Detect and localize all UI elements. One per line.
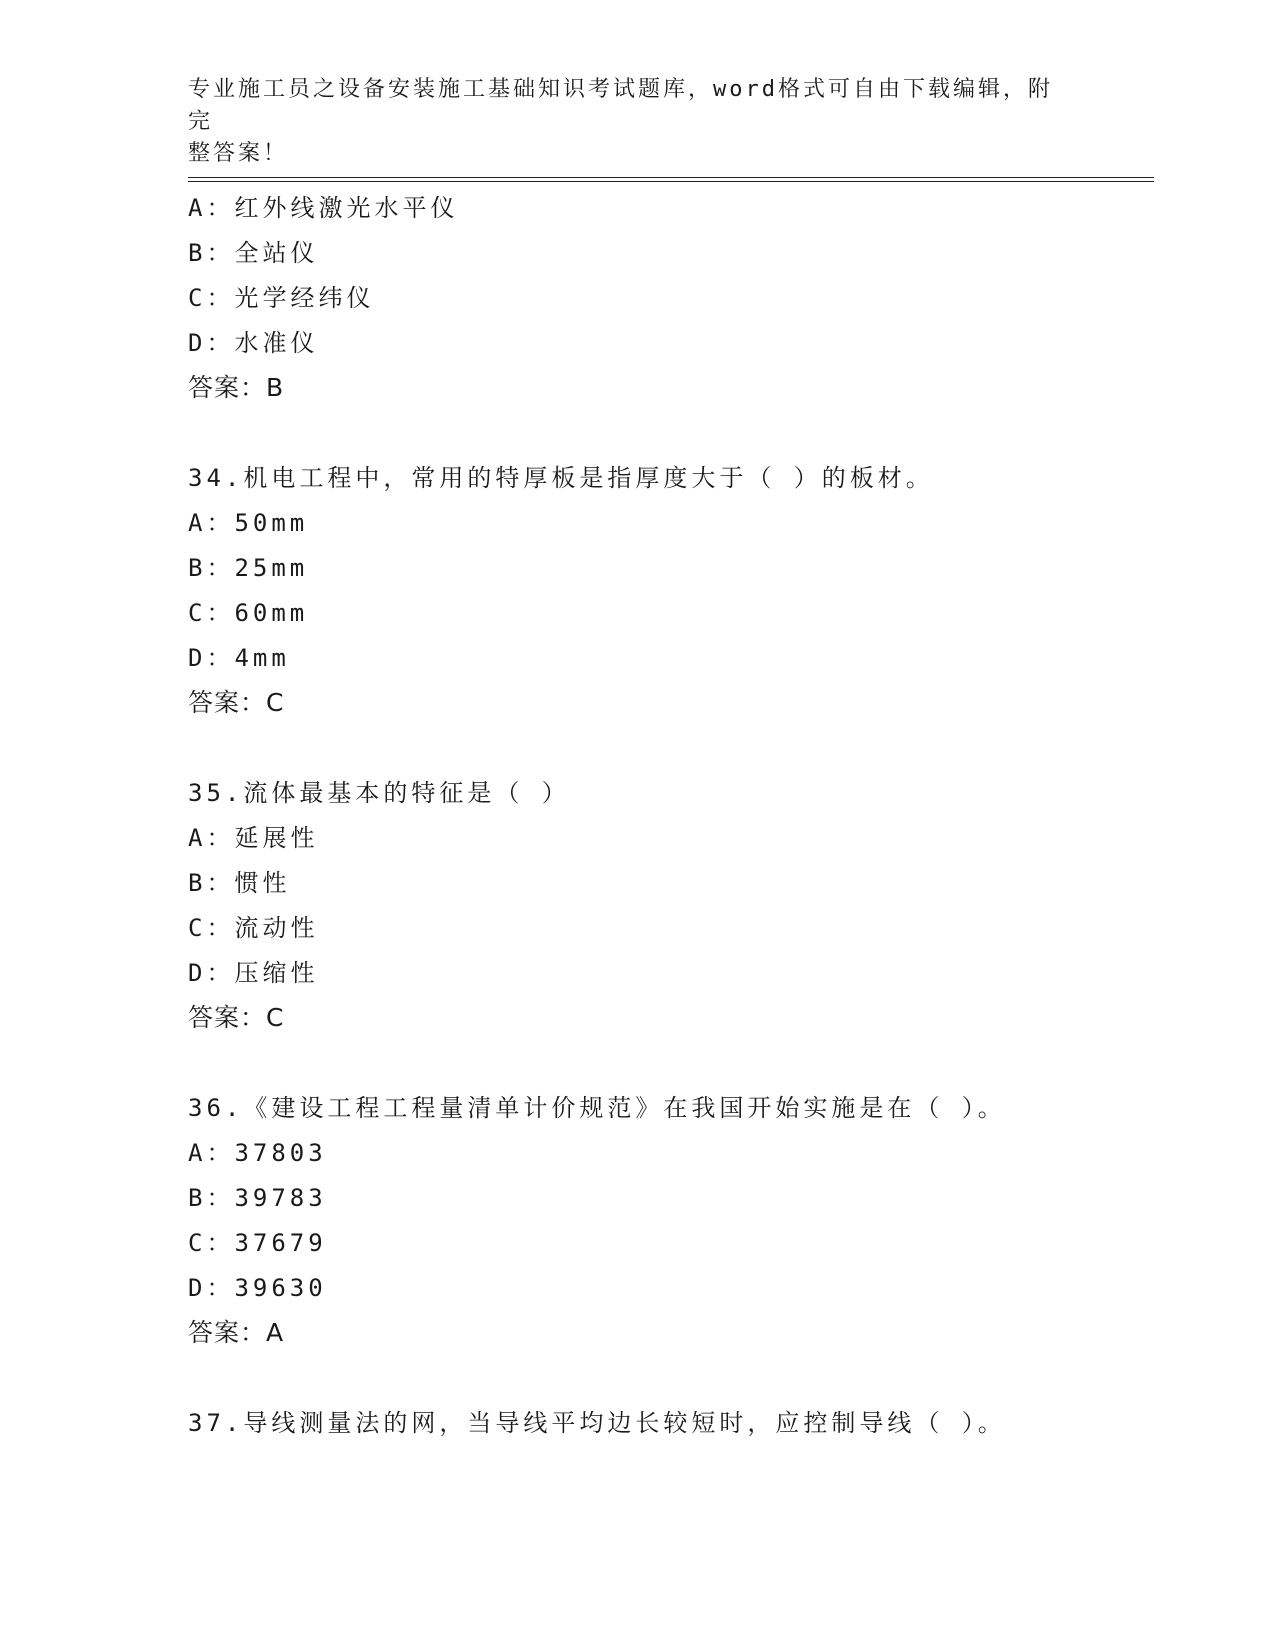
q33-option-a: A：红外线激光水平仪 — [188, 194, 459, 222]
header-divider-top — [188, 177, 1154, 178]
q36-option-a: A：37803 — [188, 1139, 327, 1167]
q34-question: 34.机电工程中，常用的特厚板是指厚度大于（ ）的板材。 — [188, 464, 934, 492]
q34-answer: 答案：C — [188, 688, 285, 717]
q34-option-a: A：50mm — [188, 509, 309, 537]
q35-option-d: D：压缩性 — [188, 959, 319, 987]
q33-answer: 答案：B — [188, 373, 285, 402]
q35-question: 35.流体最基本的特征是（ ） — [188, 779, 570, 807]
q33-option-d: D：水准仪 — [188, 329, 319, 357]
q33-option-c: C：光学经纬仪 — [188, 284, 375, 312]
q35-option-b: B：惯性 — [188, 869, 291, 897]
q33-option-b: B：全站仪 — [188, 239, 319, 267]
q36-option-b: B：39783 — [188, 1184, 327, 1212]
q36-option-d: D：39630 — [188, 1274, 327, 1302]
header-line-2: 整答案！ — [188, 141, 289, 166]
q36-option-c: C：37679 — [188, 1229, 327, 1257]
q35-option-a: A：延展性 — [188, 824, 319, 852]
header-line-1: 专业施工员之设备安装施工基础知识考试题库，word格式可自由下载编辑，附完 — [188, 77, 1053, 134]
q35-option-c: C：流动性 — [188, 914, 319, 942]
q36-answer: 答案：A — [188, 1318, 285, 1347]
q37-question: 37.导线测量法的网，当导线平均边长较短时，应控制导线（ ）。 — [188, 1409, 1006, 1437]
document-header — [188, 74, 1068, 170]
header-divider-bottom — [188, 181, 1154, 182]
q34-option-d: D：4mm — [188, 644, 290, 672]
q34-option-c: C：60mm — [188, 599, 309, 627]
q35-answer: 答案：C — [188, 1003, 285, 1032]
q34-option-b: B：25mm — [188, 554, 309, 582]
q36-question: 36.《建设工程工程量清单计价规范》在我国开始实施是在（ ）。 — [188, 1094, 1006, 1122]
